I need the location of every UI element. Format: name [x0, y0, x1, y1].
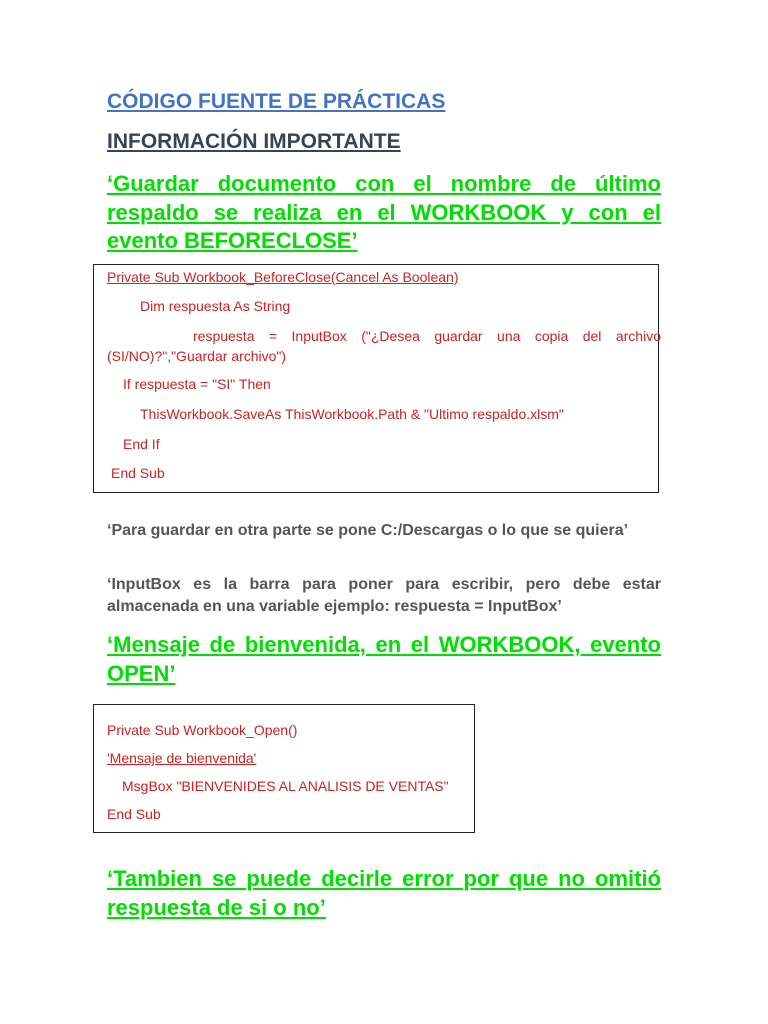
- note-inputbox: ‘InputBox es la barra para poner para escribir, pero debe estar almacenada en una variable ejemplo: respuesta = InputBox’: [107, 576, 661, 615]
- code-line: MsgBox "BIENVENIDES AL ANALISIS DE VENTAS": [122, 778, 449, 794]
- code-line-wrapped: [107, 326, 661, 366]
- code-line: ThisWorkbook.SaveAs ThisWorkbook.Path & "Ultimo respaldo.xlsm": [140, 406, 564, 422]
- info-heading: INFORMACIÓN IMPORTANTE: [107, 130, 401, 153]
- page-title: CÓDIGO FUENTE DE PRÁCTICAS: [107, 90, 446, 113]
- code-line: If respuesta = "SI" Then: [123, 376, 271, 392]
- note-save-location: ‘Para guardar en otra parte se pone C:/Descargas o lo que se quiera’: [107, 522, 629, 539]
- code-block-beforeclose: [93, 264, 659, 493]
- section-heading-beforeclose: ‘Guardar documento con el nombre de último respaldo se realiza en el WORKBOOK y con el evento BEFORECLOSE’: [107, 171, 661, 253]
- code-line: (SI/NO)?","Guardar archivo"): [107, 348, 287, 364]
- section-heading-error: ‘Tambien se puede decirle error por que no omitió respuesta de si o no’: [107, 866, 661, 920]
- code-line: End If: [123, 436, 160, 452]
- code-line: Private Sub Workbook_BeforeClose(Cancel As Boolean): [107, 269, 459, 285]
- code-line: Dim respuesta As String: [140, 298, 291, 314]
- section-heading-open: ‘Mensaje de bienvenida, en el WORKBOOK, evento OPEN’: [107, 632, 661, 686]
- code-line: Private Sub Workbook_Open(): [107, 722, 298, 738]
- code-line: 'Mensaje de bienvenida': [107, 750, 257, 766]
- code-line: End Sub: [107, 806, 161, 822]
- code-line: respuesta = InputBox ("¿Desea guardar una copia del archivo: [193, 328, 661, 344]
- code-block-open: [93, 704, 475, 833]
- code-line: End Sub: [111, 465, 165, 481]
